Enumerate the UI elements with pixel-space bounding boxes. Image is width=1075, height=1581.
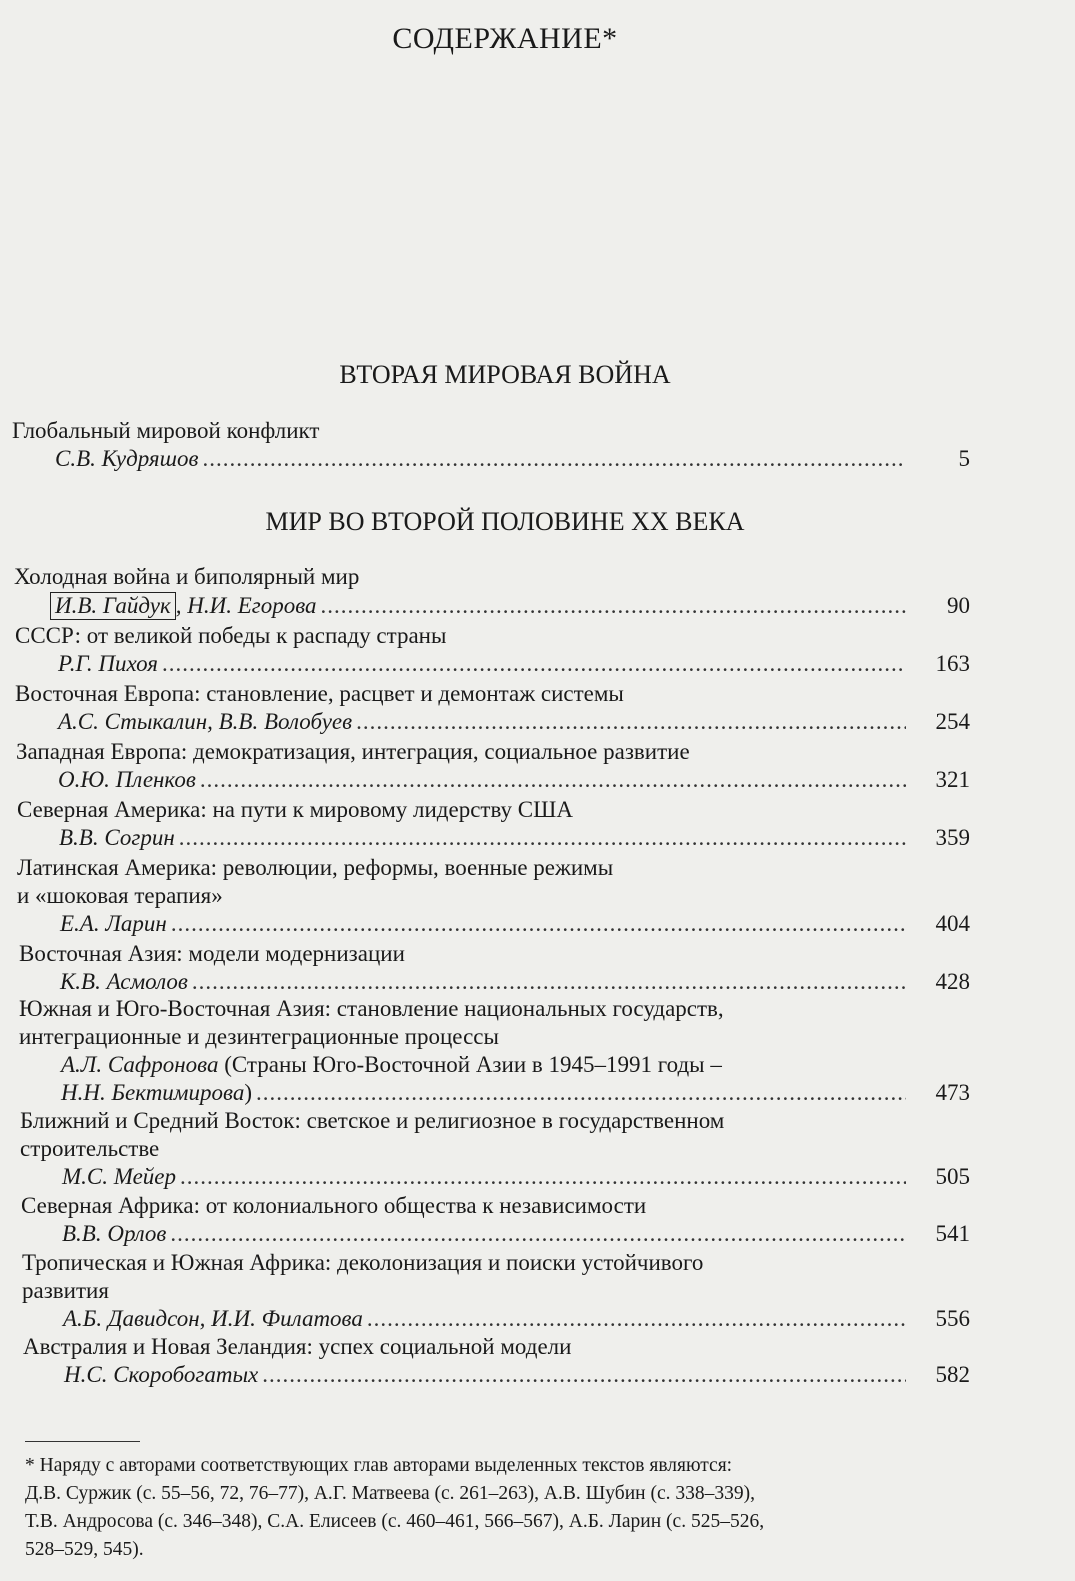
chapter-title: Тропическая и Южная Африка: деколонизация и поиски устойчивого bbox=[22, 1250, 704, 1275]
toc-entry-author-line bbox=[63, 1306, 970, 1332]
leader-dots bbox=[262, 1362, 906, 1388]
chapter-authors: А.Б. Давидсон, И.И. Филатова bbox=[63, 1306, 363, 1331]
chapter-authors: А.С. Стыкалин, В.В. Волобуев bbox=[58, 709, 353, 734]
page-number: 90 bbox=[947, 593, 970, 618]
page-number: 404 bbox=[935, 911, 970, 936]
footnote bbox=[25, 1452, 970, 1564]
chapter-authors: В.В. Орлов bbox=[62, 1221, 167, 1246]
chapter-authors: А.Л. Сафронова bbox=[61, 1052, 219, 1077]
leader-dots bbox=[256, 1080, 906, 1106]
chapter-authors: Н.С. Скоробогатых bbox=[64, 1362, 259, 1387]
leader-dots bbox=[171, 911, 906, 937]
chapter-authors-2: Н.Н. Бектимирова bbox=[61, 1080, 245, 1105]
chapter-title: Северная Африка: от колониального общества к независимости bbox=[21, 1193, 647, 1218]
chapter-author-note-close: ) bbox=[244, 1080, 252, 1105]
page-number: 505 bbox=[935, 1164, 970, 1189]
leader-dots bbox=[180, 1164, 906, 1190]
footnote-line: * Наряду с авторами соответствующих глав авторами выделенных текстов являются: bbox=[25, 1455, 733, 1476]
page-number: 254 bbox=[935, 709, 970, 734]
toc-entry-author-line bbox=[61, 1080, 970, 1106]
toc-entry-author-line bbox=[50, 592, 970, 620]
toc-entry-author-line-1 bbox=[61, 1052, 722, 1078]
leader-dots bbox=[170, 1221, 906, 1247]
chapter-authors: Е.А. Ларин bbox=[60, 911, 167, 936]
page-number: 473 bbox=[935, 1080, 970, 1105]
footnote-divider bbox=[25, 1441, 140, 1442]
leader-dots bbox=[321, 593, 906, 619]
page-number: 321 bbox=[935, 767, 970, 792]
leader-dots bbox=[200, 767, 906, 793]
chapter-title-continued: развития bbox=[22, 1278, 109, 1303]
chapter-title: Холодная война и биполярный мир bbox=[14, 564, 360, 589]
chapter-title-continued: интеграционные и дезинтеграционные процессы bbox=[19, 1024, 499, 1049]
chapter-authors: С.В. Кудряшов bbox=[55, 446, 199, 471]
page-number: 582 bbox=[935, 1362, 970, 1387]
section-title-ww2: ВТОРАЯ МИРОВАЯ ВОЙНА bbox=[339, 360, 671, 389]
page-number: 359 bbox=[935, 825, 970, 850]
chapter-authors: , Н.И. Егорова bbox=[175, 593, 317, 618]
chapter-title-continued: и «шоковая терапия» bbox=[17, 883, 223, 908]
chapter-title: Глобальный мировой конфликт bbox=[12, 418, 320, 443]
leader-dots bbox=[192, 969, 906, 995]
toc-entry-author-line bbox=[55, 446, 970, 472]
page-number: 428 bbox=[935, 969, 970, 994]
chapter-authors: В.В. Согрин bbox=[59, 825, 175, 850]
chapter-author-note: (Страны Юго-Восточной Азии в 1945–1991 годы – bbox=[218, 1052, 722, 1077]
leader-dots bbox=[356, 709, 906, 735]
chapter-title: Ближний и Средний Восток: светское и религиозное в государственном bbox=[20, 1108, 725, 1133]
chapter-authors: О.Ю. Пленков bbox=[58, 767, 196, 792]
footnote-line: Т.В. Андросова (с. 346–348), С.А. Елисеев (с. 460–461, 566–567), А.Б. Ларин (с. 525–526, bbox=[25, 1511, 765, 1532]
page-number: 5 bbox=[958, 446, 970, 471]
toc-entry-author-line bbox=[64, 1362, 970, 1388]
footnote-line: 528–529, 545). bbox=[25, 1539, 144, 1560]
toc-entry-author-line bbox=[60, 911, 970, 937]
toc-entry-author-line bbox=[58, 709, 970, 735]
chapter-title: Восточная Европа: становление, расцвет и демонтаж системы bbox=[15, 681, 624, 706]
page-number: 163 bbox=[935, 651, 970, 676]
chapter-title: СССР: от великой победы к распаду страны bbox=[15, 623, 447, 648]
leader-dots bbox=[179, 825, 906, 851]
chapter-title: Восточная Азия: модели модернизации bbox=[19, 941, 405, 966]
chapter-title: Латинская Америка: революции, реформы, военные режимы bbox=[17, 855, 614, 880]
chapter-authors: Р.Г. Пихоя bbox=[58, 651, 158, 676]
footnote-line: Д.В. Суржик (с. 55–56, 72, 76–77), А.Г. Матвеева (с. 261–263), А.В. Шубин (с. 338–339), bbox=[25, 1483, 755, 1504]
toc-entry-author-line bbox=[58, 767, 970, 793]
leader-dots bbox=[162, 651, 906, 677]
chapter-title: Северная Америка: на пути к мировому лидерству США bbox=[17, 797, 573, 822]
toc-entry-author-line bbox=[58, 651, 970, 677]
chapter-authors: К.В. Асмолов bbox=[60, 969, 188, 994]
page-number: 556 bbox=[935, 1306, 970, 1331]
chapter-title-continued: строительстве bbox=[20, 1136, 160, 1161]
chapter-title: Южная и Юго-Восточная Азия: становление национальных государств, bbox=[19, 996, 724, 1021]
section-title-postwar: МИР ВО ВТОРОЙ ПОЛОВИНЕ XX ВЕКА bbox=[265, 507, 745, 536]
toc-entry-author-line bbox=[59, 825, 970, 851]
leader-dots bbox=[202, 446, 906, 472]
page-title: СОДЕРЖАНИЕ* bbox=[392, 22, 618, 55]
toc-entry-author-line bbox=[62, 1221, 970, 1247]
chapter-title: Западная Европа: демократизация, интеграция, социальное развитие bbox=[16, 739, 690, 764]
leader-dots bbox=[367, 1306, 906, 1332]
chapter-authors: М.С. Мейер bbox=[62, 1164, 177, 1189]
chapter-title: Австралия и Новая Зеландия: успех социальной модели bbox=[23, 1334, 572, 1359]
toc-entry-author-line bbox=[62, 1164, 970, 1190]
toc-entry-author-line bbox=[60, 969, 970, 995]
chapter-author-boxed: И.В. Гайдук bbox=[50, 592, 176, 620]
page-number: 541 bbox=[935, 1221, 970, 1246]
